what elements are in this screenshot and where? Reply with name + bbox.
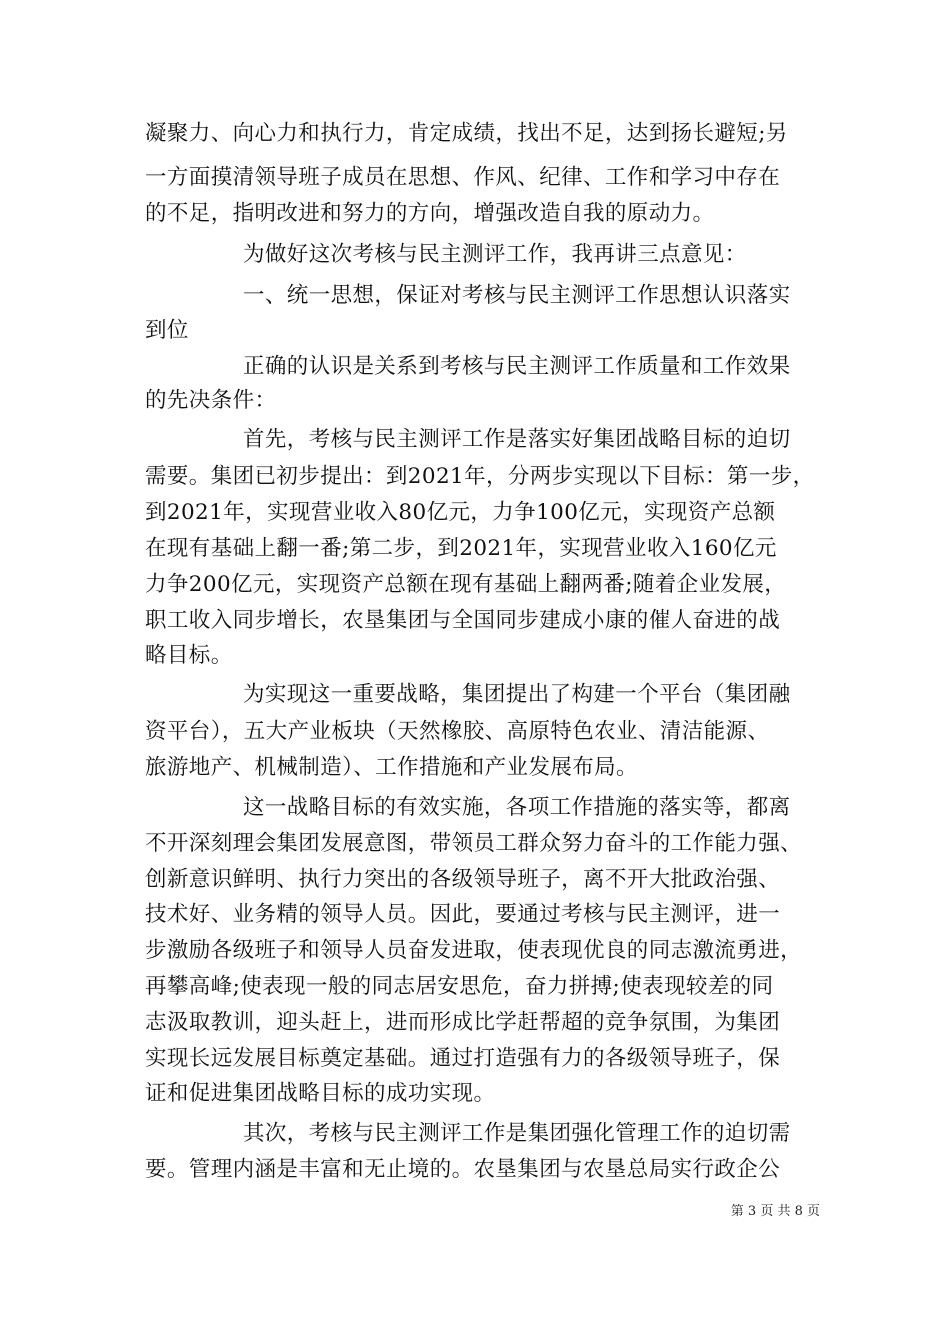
- text-line: 创新意识鲜明、执行力突出的各级领导班子，离不开大批政治强、: [145, 867, 781, 892]
- text-line: 实现长远发展目标奠定基础。通过打造强有力的各级领导班子，保: [145, 1046, 781, 1071]
- text-line: 为做好这次考核与民主测评工作，我再讲三点意见：: [243, 242, 747, 267]
- text-line: 的先决条件：: [145, 388, 277, 413]
- text-line: 不开深刻理会集团发展意图，带领员工群众努力奋斗的工作能力强、: [145, 831, 803, 856]
- text-line: 这一战略目标的有效实施，各项工作措施的落实等，都离: [243, 795, 791, 820]
- text-line: 职工收入同步增长，农垦集团与全国同步建成小康的催人奋进的战: [145, 608, 781, 633]
- text-line: 要。管理内涵是丰富和无止境的。农垦集团与农垦总局实行政企公: [145, 1157, 781, 1182]
- text-line: 的不足，指明改进和努力的方向，增强改造自我的原动力。: [145, 201, 715, 226]
- text-line: 首先，考核与民主测评工作是落实好集团战略目标的迫切: [243, 427, 791, 452]
- text-line: 一、统一思想，保证对考核与民主测评工作思想认识落实: [243, 283, 791, 308]
- text-line: 证和促进集团战略目标的成功实现。: [145, 1081, 496, 1106]
- text-line: 在现有基础上翻一番;第二步，到2021年，实现营业收入160亿元: [145, 536, 777, 561]
- page-number: 第 3 页 共 8 页: [730, 1204, 820, 1219]
- text-line: 凝聚力、向心力和执行力，肯定成绩，找出不足，达到扬长避短;另: [145, 121, 788, 146]
- text-line: 为实现这一重要战略，集团提出了构建一个平台（集团融: [243, 682, 791, 707]
- text-line: 资平台），五大产业板块（天然橡胶、高原特色农业、清洁能源、: [145, 719, 770, 744]
- text-line: 其次，考核与民主测评工作是集团强化管理工作的迫切需: [243, 1121, 791, 1146]
- text-line: 略目标。: [145, 643, 233, 668]
- text-line: 步激励各级班子和领导人员奋发进取，使表现优良的同志激流勇进，: [145, 938, 803, 963]
- text-line: 力争200亿元，实现资产总额在现有基础上翻两番;随着企业发展，: [145, 572, 787, 597]
- text-line: 再攀高峰;使表现一般的同志居安思危，奋力拼搏;使表现较差的同: [145, 974, 774, 999]
- text-line: 旅游地产、机械制造）、工作措施和产业发展布局。: [145, 755, 638, 780]
- text-line: 一方面摸清领导班子成员在思想、作风、纪律、工作和学习中存在: [145, 165, 781, 190]
- text-line: 正确的认识是关系到考核与民主测评工作质量和工作效果: [243, 354, 791, 379]
- text-line: 到2021年，实现营业收入80亿元，力争100亿元，实现资产总额: [145, 500, 776, 525]
- text-line: 到位: [145, 318, 189, 343]
- text-line: 需要。集团已初步提出：到2021年，分两步实现以下目标：第一步，: [145, 464, 815, 489]
- text-line: 志汲取教训，迎头赶上，进而形成比学赶帮超的竞争氛围，为集团: [145, 1010, 781, 1035]
- text-line: 技术好、业务精的领导人员。因此，要通过考核与民主测评，进一: [145, 902, 781, 927]
